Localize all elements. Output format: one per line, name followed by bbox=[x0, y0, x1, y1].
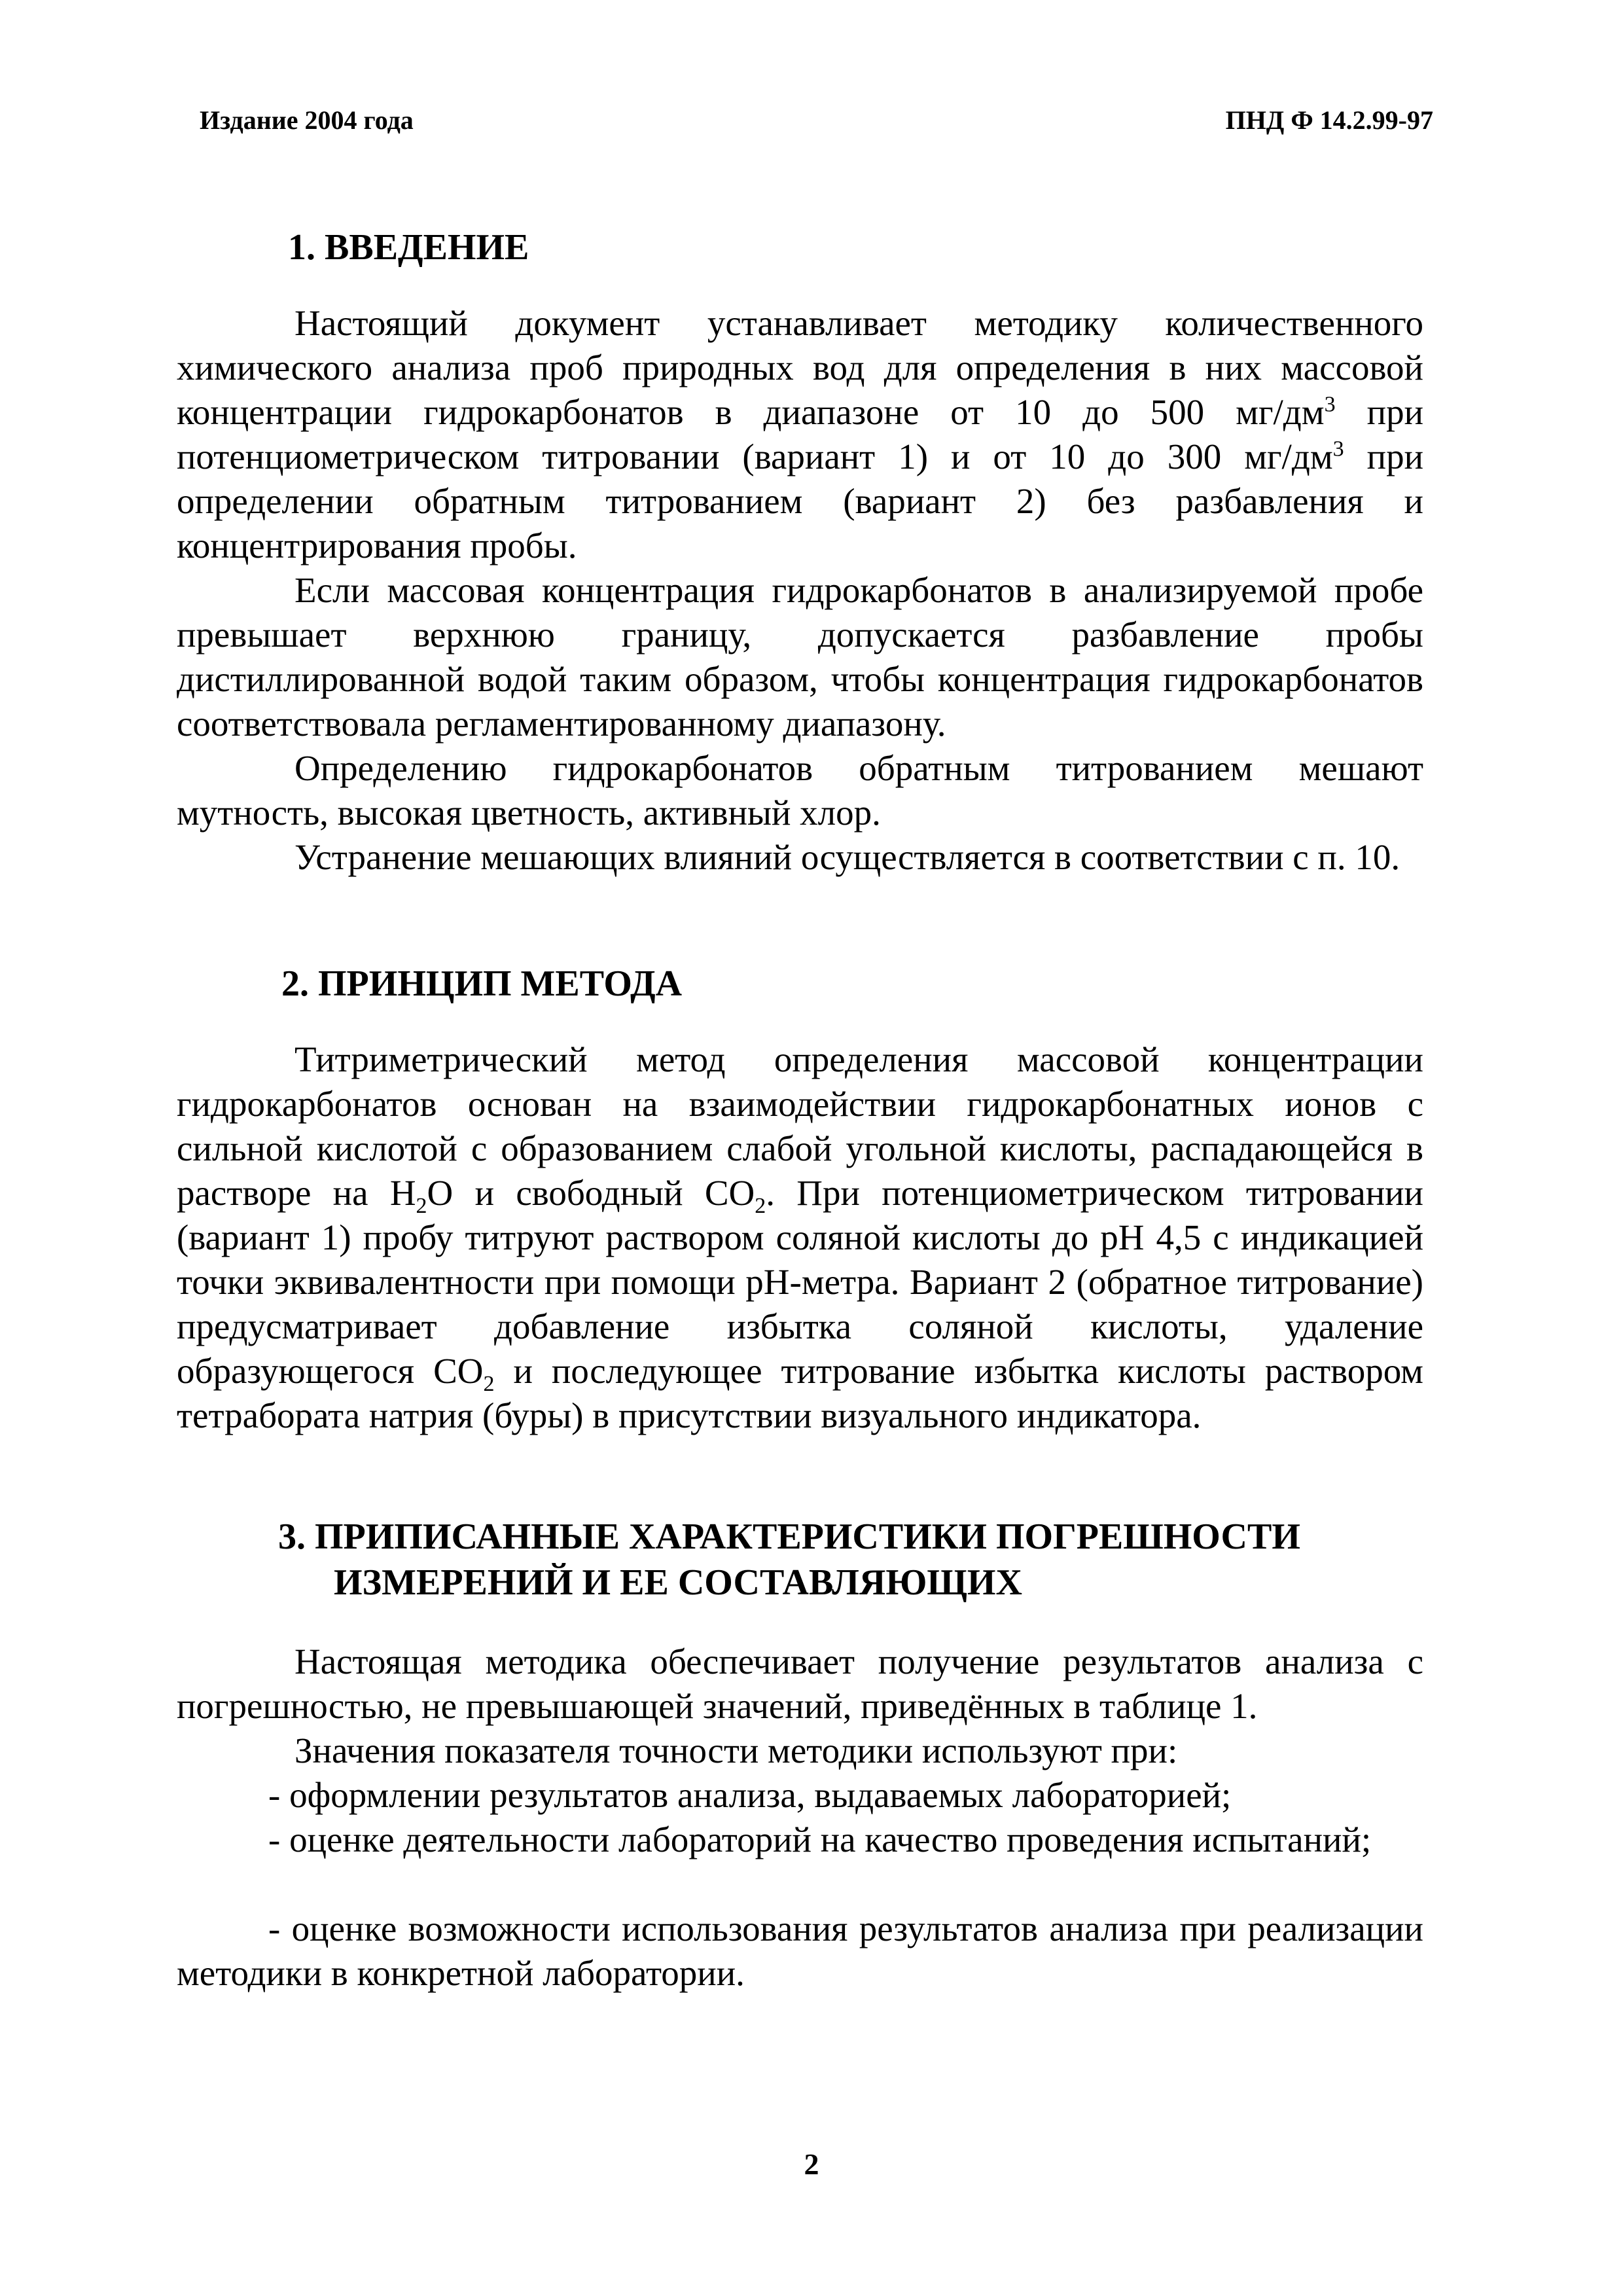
section-1-heading: 1. ВВЕДЕНИЕ bbox=[288, 227, 529, 268]
page-number: 2 bbox=[804, 2147, 819, 2181]
section-1-paragraph-4: Устранение мешающих влияний осуществляется в соответствии с п. 10. bbox=[294, 837, 1400, 877]
section-3-paragraph-1: Настоящая методика обеспечивает получение результатов анализа с погрешностью, не превышающей значений, приведённых в таблице 1. bbox=[177, 1641, 1423, 1726]
paragraph-text: и последующее титрование избытка кислоты раствором тетрабората натрия (буры) в присутствии визуального индикатора. bbox=[177, 1351, 1423, 1435]
paragraph-text: при потенциометрическом титровании (вариант 1) и от 10 до 300 мг/дм bbox=[177, 392, 1423, 476]
section-3-list-item-3: - оценке возможности использования результатов анализа при реализации методики в конкретной лаборатории. bbox=[177, 1909, 1423, 1993]
paragraph-text: . При потенциометрическом титровании (вариант 1) пробу титруют раствором соляной кислоты до pH 4,5 с индикацией точки эквивалентности при помощи pH-метра. Вариант 2 (обратное титрование) предусматривает добавление избытка соляной кислоты, удаление образующегося CO bbox=[177, 1173, 1423, 1391]
section-3-paragraph-2: Значения показателя точности методики используют при: bbox=[294, 1731, 1178, 1770]
section-2-paragraph bbox=[177, 1037, 1423, 1438]
section-3-heading-line-1: 3. ПРИПИСАННЫЕ ХАРАКТЕРИСТИКИ ПОГРЕШНОСТИ bbox=[278, 1516, 1300, 1557]
section-2-heading: 2. ПРИНЦИП МЕТОДА bbox=[281, 963, 683, 1004]
paragraph-text: O и свободный CO bbox=[427, 1173, 755, 1213]
paragraph-text: Настоящий документ устанавливает методику количественного химического анализа проб природных вод для определения в них массовой концентрации гидрокарбонатов в диапазоне от 10 до 500 мг/дм bbox=[177, 303, 1423, 432]
section-3-heading-line-2: ИЗМЕРЕНИЙ И ЕЕ СОСТАВЛЯЮЩИХ bbox=[334, 1562, 1022, 1603]
section-1-paragraph-1 bbox=[177, 301, 1423, 568]
header-edition: Издание 2004 года bbox=[200, 105, 414, 135]
header-document-code: ПНД Ф 14.2.99-97 bbox=[1225, 105, 1433, 135]
subscript: 2 bbox=[483, 1372, 495, 1396]
superscript: 3 bbox=[1332, 437, 1344, 461]
subscript: 2 bbox=[416, 1194, 427, 1218]
subscript: 2 bbox=[755, 1194, 766, 1218]
section-1-paragraph-2: Если массовая концентрация гидрокарбонатов в анализируемой пробе превышает верхнюю границу, допускается разбавление пробы дистиллированной водой таким образом, чтобы концентрация гидрокарбонатов соответствовала регламентированному диапазону. bbox=[177, 570, 1423, 744]
section-1-paragraph-3: Определению гидрокарбонатов обратным титрованием мешают мутность, высокая цветность, активный хлор. bbox=[177, 748, 1423, 833]
paragraph-text: при определении обратным титрованием (вариант 2) без разбавления и концентрирования пробы. bbox=[177, 437, 1423, 565]
section-3-list-item-1: - оформлении результатов анализа, выдаваемых лабораторией; bbox=[268, 1775, 1232, 1815]
superscript: 3 bbox=[1324, 392, 1336, 417]
section-3-list-item-2: - оценке деятельности лабораторий на качество проведения испытаний; bbox=[268, 1820, 1372, 1859]
paragraph-text: Титриметрический метод определения массовой концентрации гидрокарбонатов основан на взаимодействии гидрокарбонатных ионов с сильной кислотой с образованием слабой угольной кислоты, распадающейся в растворе на H bbox=[177, 1039, 1423, 1213]
